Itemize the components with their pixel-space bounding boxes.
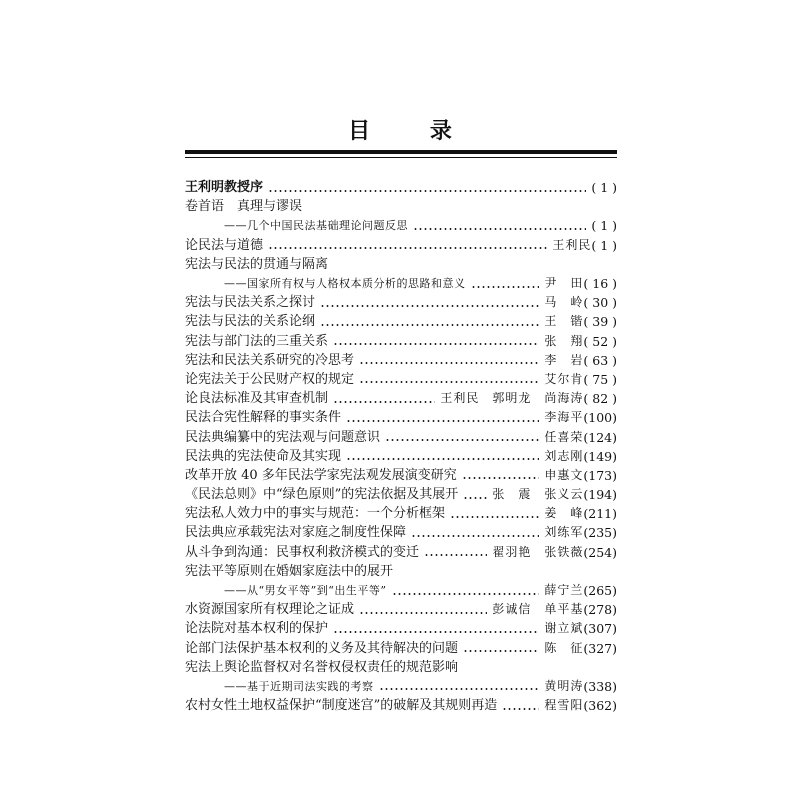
dot-leader [471, 286, 540, 288]
toc-entry-title: 改革开放 40 多年民法学家宪法观发展演变研究 [185, 467, 457, 483]
toc-entry-title: 论良法标准及其审查机制 [185, 391, 329, 407]
dot-leader [411, 535, 539, 537]
dot-leader [320, 305, 539, 307]
toc-entry-title: 从斗争到沟通：民事权利救济模式的变迁 [185, 544, 420, 560]
toc-entry-author: 张 震 张义云 [492, 487, 584, 502]
toc-entry [185, 504, 617, 523]
toc-entry-page: (254) [583, 544, 617, 560]
dot-leader [379, 688, 540, 690]
heading-rule-thin [185, 157, 617, 158]
toc-entry-page: (265) [583, 583, 617, 599]
toc-entry-page: (100) [583, 410, 617, 426]
toc-entry-title: ——国家所有权与人格权本质分析的思路和意义 [224, 277, 466, 291]
toc-entry-page: (362) [583, 698, 617, 714]
toc-entry-title: 论宪法关于公民财产权的规定 [185, 371, 355, 387]
toc-entry [185, 312, 617, 331]
toc-entry [185, 427, 617, 446]
dot-leader [502, 708, 539, 710]
toc-entry [185, 332, 617, 351]
toc-entry-title: 民法典应承载宪法对家庭之制度性保障 [185, 525, 407, 541]
toc-entry-page: (173) [583, 467, 617, 483]
toc-entry-page: (278) [583, 602, 617, 618]
toc-entry-author: 黄明涛 [544, 678, 584, 693]
toc-entry-author: 任喜荣 [544, 429, 584, 444]
toc-entry-page: ( 75 ) [583, 371, 617, 387]
toc-entry-author: 尹 田 [544, 276, 584, 291]
toc-entry-author: 王利民 郭明龙 尚海涛 [440, 391, 584, 406]
toc-entry-page: ( 1 ) [591, 237, 617, 253]
toc-entry-author: 程雪阳 [544, 698, 584, 713]
dot-leader [333, 401, 435, 403]
toc-entry-title: ——几个中国民法基础理论问题反思 [224, 219, 408, 233]
toc-entry-page: ( 16 ) [583, 276, 617, 292]
toc-entry-title: 宪法上舆论监督权对名誉权侵权责任的规范影响 [185, 659, 459, 675]
toc-entry-title: 论民法与道德 [185, 237, 264, 253]
toc-entry [185, 389, 617, 408]
toc-entry-title: ——基于近期司法实践的考察 [224, 679, 374, 693]
toc-entry [185, 408, 617, 427]
toc-list [185, 178, 617, 715]
toc-entry-page: (149) [583, 448, 617, 464]
toc-entry-author: 薛宁兰 [544, 583, 584, 598]
dot-leader [333, 631, 539, 633]
toc-entry-title: 水资源国家所有权理论之证成 [185, 602, 355, 618]
toc-entry-author: 马 岭 [544, 295, 584, 310]
toc-entry-page: ( 82 ) [583, 391, 617, 407]
toc-entry [185, 197, 617, 216]
toc-entry [185, 351, 617, 370]
toc-entry-author: 李海平 [544, 410, 584, 425]
toc-entry-title: 宪法与部门法的三重关系 [185, 333, 329, 349]
toc-entry [185, 619, 617, 638]
dot-leader [268, 190, 586, 192]
toc-entry-title: 农村女性土地权益保护“制度迷宫”的破解及其规则再造 [185, 698, 498, 714]
toc-entry-page: ( 63 ) [583, 352, 617, 368]
toc-entry [185, 658, 617, 677]
dot-leader [392, 593, 540, 595]
toc-entry [185, 543, 617, 562]
toc-entry-author: 李 岩 [544, 352, 584, 367]
toc-entry [185, 236, 617, 255]
toc-entry [185, 485, 617, 504]
toc-entry-title: 民法典的宪法使命及其实现 [185, 448, 342, 464]
toc-entry-author: 陈 征 [544, 640, 584, 655]
dot-leader [463, 650, 539, 652]
toc-entry-page: (235) [583, 525, 617, 541]
toc-entry [185, 696, 617, 715]
dot-leader [463, 497, 487, 499]
toc-entry-author: 艾尔肯 [544, 371, 584, 386]
toc-entry-title: 民法合宪性解释的事实条件 [185, 410, 342, 426]
toc-entry-title: 《民法总则》中“绿色原则”的宪法依据及其展开 [185, 487, 459, 503]
toc-entry [185, 581, 617, 600]
toc-entry-title: 宪法与民法关系之探讨 [185, 295, 316, 311]
toc-entry-author: 王利民 [552, 237, 592, 252]
dot-leader [320, 324, 539, 326]
toc-entry-author: 申惠文 [544, 467, 584, 482]
toc-entry [185, 600, 617, 619]
toc-entry [185, 178, 617, 197]
dot-leader [385, 439, 539, 441]
toc-entry-title: 宪法私人效力中的事实与规范：一个分析框架 [185, 506, 446, 522]
toc-entry-title: 宪法和民法关系研究的冷思考 [185, 352, 355, 368]
toc-entry-title: 论部门法保护基本权利的义务及其待解决的问题 [185, 640, 459, 656]
toc-entry-page: (211) [583, 506, 617, 522]
dot-leader [268, 247, 547, 249]
dot-leader [450, 516, 539, 518]
dot-leader [346, 458, 539, 460]
dot-leader [413, 228, 586, 230]
dot-leader [424, 554, 487, 556]
toc-entry-author: 谢立斌 [544, 621, 584, 636]
dot-leader [359, 381, 539, 383]
toc-entry [185, 274, 617, 293]
toc-entry-page: (124) [583, 429, 617, 445]
toc-entry-author: 彭诚信 单平基 [492, 602, 584, 617]
heading-rule-thick [185, 150, 617, 154]
toc-entry-title: 宪法与民法的关系论纲 [185, 314, 316, 330]
dot-leader [359, 612, 487, 614]
dot-leader [346, 420, 539, 422]
toc-entry-author: 王 锴 [544, 314, 584, 329]
toc-entry [185, 639, 617, 658]
toc-entry-author: 刘练军 [544, 525, 584, 540]
dot-leader [359, 362, 539, 364]
toc-entry-page: ( 52 ) [583, 333, 617, 349]
toc-entry-title: 论法院对基本权利的保护 [185, 621, 329, 637]
dot-leader [333, 343, 539, 345]
toc-entry-author: 刘志刚 [544, 448, 584, 463]
toc-entry [185, 370, 617, 389]
toc-entry-page: (194) [583, 487, 617, 503]
toc-entry-title: 民法典编纂中的宪法观与问题意识 [185, 429, 381, 445]
toc-entry-page: ( 30 ) [583, 295, 617, 311]
toc-entry-author: 张 翔 [544, 333, 584, 348]
toc-entry-page: ( 1 ) [591, 180, 617, 196]
toc-entry-title: 王利明教授序 [185, 180, 264, 196]
toc-entry-title: 宪法平等原则在婚姻家庭法中的展开 [185, 563, 394, 579]
toc-entry-page: (307) [583, 621, 617, 637]
toc-entry [185, 562, 617, 581]
toc-entry-page: ( 39 ) [583, 314, 617, 330]
dot-leader [462, 477, 540, 479]
toc-entry [185, 255, 617, 274]
toc-entry-author: 姜 峰 [544, 506, 584, 521]
toc-entry [185, 293, 617, 312]
toc-entry-page: (327) [583, 640, 617, 656]
toc-entry-title: ——从“男女平等”到“出生平等” [224, 584, 387, 598]
toc-entry [185, 447, 617, 466]
toc-entry-author: 翟羽艳 张铁薇 [492, 544, 584, 559]
toc-entry [185, 523, 617, 542]
toc-entry-page: ( 1 ) [591, 218, 617, 234]
toc-entry-title: 卷首语 真理与谬误 [185, 199, 303, 215]
toc-heading: 目 录 [348, 119, 478, 144]
toc-entry-title: 宪法与民法的贯通与隔离 [185, 256, 329, 272]
toc-entry [185, 216, 617, 235]
toc-entry-page: (338) [583, 678, 617, 694]
toc-entry [185, 677, 617, 696]
toc-entry [185, 466, 617, 485]
